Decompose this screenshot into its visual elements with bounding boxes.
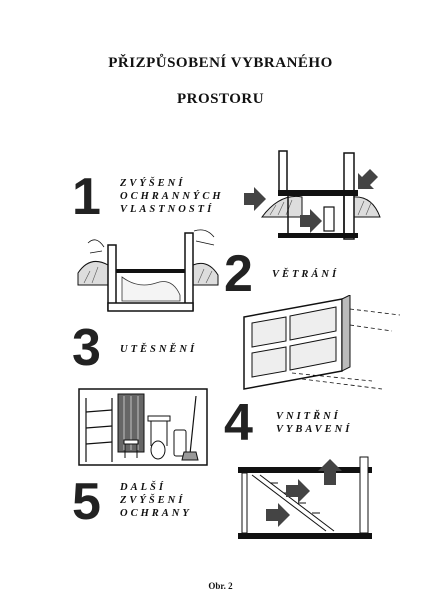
column-left <box>242 473 247 533</box>
earth-right <box>193 263 218 285</box>
step-4-number: 4 <box>224 394 253 452</box>
step-3-number: 3 <box>72 319 101 377</box>
wall-right <box>185 233 193 310</box>
step-4-label-line: VNITŘNÍ <box>276 411 341 422</box>
illustration-building-section <box>230 455 380 545</box>
step-5-label-line: DALŠÍ <box>120 482 166 493</box>
stair <box>252 475 334 531</box>
step-2-label-line: VĚTRÁNÍ <box>272 269 340 280</box>
arrow-right-icon <box>300 209 322 233</box>
interior-fill <box>122 277 180 301</box>
step-4-label <box>276 410 352 436</box>
step-2-number: 2 <box>224 245 253 303</box>
vent-pipe <box>279 151 287 191</box>
step-1-label-line: VLASTNOSTÍ <box>120 204 215 215</box>
arrow-right-icon <box>266 503 290 527</box>
step-4-label-line: VYBAVENÍ <box>276 424 353 435</box>
floor-slab <box>278 233 358 238</box>
basement-floor <box>108 303 193 311</box>
arrow-right-icon <box>286 479 310 503</box>
page-title-line2: PROSTORU <box>176 91 265 107</box>
roof-slab <box>278 190 358 196</box>
ceiling-slab <box>116 269 185 273</box>
illustration-window-sealing <box>232 295 407 395</box>
earth-left <box>78 261 108 285</box>
arrow-right-icon <box>244 187 266 211</box>
illustration-earth-banked-shelter <box>240 145 390 245</box>
illustration-basement-section <box>68 225 223 320</box>
wall-left <box>108 245 116 310</box>
step-5-label-line: ZVÝŠENÍ <box>120 495 186 506</box>
floor-slab <box>238 533 372 539</box>
arrow-diagonal-icon <box>358 169 378 189</box>
step-3-label <box>120 343 197 356</box>
inner-box <box>324 207 334 231</box>
step-3-label-line: UTĚSNĚNÍ <box>120 344 198 355</box>
illustration-interior-equipment <box>78 388 208 466</box>
step-5-label-line: OCHRANY <box>120 508 192 519</box>
bottle <box>151 441 165 459</box>
roof-slab <box>238 467 372 473</box>
column-right <box>360 457 368 533</box>
chair <box>124 440 138 444</box>
shutter <box>342 295 350 371</box>
page-title: PŘIZPŮSOBENÍ VYBRANÉHO <box>108 55 333 71</box>
debris-lines <box>88 230 214 253</box>
step-1-label <box>120 177 224 216</box>
step-2-label <box>272 268 339 281</box>
step-1-label-line: ZVÝŠENÍ <box>120 178 186 189</box>
step-5-label <box>120 481 192 520</box>
figure-caption: Obr. 2 <box>208 581 233 591</box>
step-1-label-line: OCHRANNÝCH <box>120 191 224 202</box>
step-1-number: 1 <box>72 168 101 226</box>
earth-mound-right <box>352 197 380 217</box>
table <box>148 416 170 421</box>
step-5-number: 5 <box>72 473 101 531</box>
